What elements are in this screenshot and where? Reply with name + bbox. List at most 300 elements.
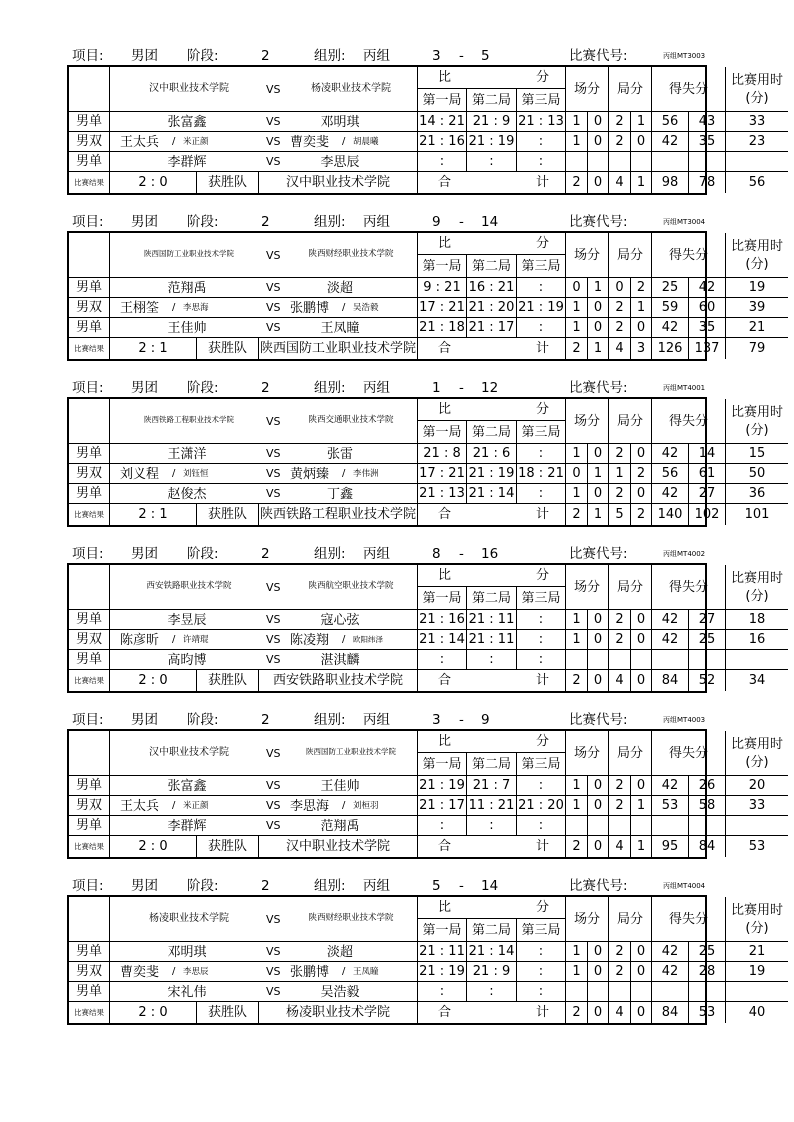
game-1-score: 21 : 16 [418,610,467,630]
winner-label: 获胜队 [197,670,259,691]
total-he: 合 [438,839,452,854]
row-vs-label: VS [266,779,281,792]
games-won: 2 [609,112,631,132]
team-b-player: 王凤瞳 [320,321,360,336]
match-code: 丙组MT3004 [663,218,706,226]
game-2-score: 21 : 11 [467,610,517,630]
total-points-against: 102 [689,504,726,525]
match-table [67,563,783,693]
players-cell [110,112,418,132]
team-a-player: 王佳帅 [167,321,207,336]
match-lost [588,152,609,172]
points-for: 42 [652,132,689,152]
row-time: 23 [726,132,788,152]
team-a-player: 陈彦昕 [120,633,160,648]
points-for: 42 [652,610,689,630]
match-lost: 0 [588,112,609,132]
project-label: 项目: [72,546,104,562]
result-label: 比赛结果 [69,172,110,193]
games-won [609,152,631,172]
points-against [689,816,726,836]
row-time: 18 [726,610,788,630]
points-for [652,650,689,670]
game-2-score: 16 : 21 [467,278,517,298]
games-won [609,982,631,1002]
game-points-header: 局分 [609,897,652,942]
match-won: 1 [566,484,588,504]
score-header-cell [418,399,566,421]
game-3-score: 18 : 21 [517,464,566,484]
team-b-player: 张鹏博 [290,965,330,980]
match-code: 丙组MT4004 [663,882,706,890]
team-a-player: 邓明琪 [167,945,207,960]
team-b-partner: 胡晨曦 [353,137,379,147]
score-header-cell [418,233,566,255]
match-block [0,546,794,696]
team-a-separator: / [172,966,176,977]
game-points-header: 局分 [609,67,652,112]
match-lost: 0 [588,132,609,152]
players-cell [110,796,418,816]
games-lost: 0 [631,776,652,796]
teams-header-cell [110,897,418,942]
result-label: 比赛结果 [69,1002,110,1023]
team-b-separator: / [342,800,346,811]
vs-label: VS [266,913,281,926]
points-header: 得失分 [652,67,726,112]
team-a-player: 张富鑫 [167,779,207,794]
team-a-header: 陕西国防工业职业技术学院 [144,249,234,258]
vs-label: VS [266,249,281,262]
row-time [726,650,788,670]
match-won: 1 [566,132,588,152]
games-lost: 0 [631,962,652,982]
points-for: 42 [652,484,689,504]
row-vs-label: VS [266,447,281,460]
match-table [67,397,783,527]
match-code-label: 比赛代号: [569,380,628,396]
match-lost: 0 [588,776,609,796]
match-lost: 0 [588,318,609,338]
points-against: 14 [689,444,726,464]
result-label: 比赛结果 [69,836,110,857]
total-match-won: 2 [566,338,588,359]
game-points-header: 局分 [609,233,652,278]
row-vs-label: VS [266,281,281,294]
games-won: 2 [609,630,631,650]
team-a-number: 1 [432,380,441,396]
game-3-header: 第三局 [517,89,566,112]
points-against: 42 [689,278,726,298]
total-he: 合 [438,507,452,522]
number-dash: - [459,546,464,562]
game-2-score: 21 : 11 [467,630,517,650]
team-a-separator: / [172,468,176,479]
row-time: 21 [726,942,788,962]
total-points-for: 98 [652,172,689,193]
row-type: 男单 [69,318,110,338]
total-match-lost: 0 [588,836,609,857]
total-points-for: 95 [652,836,689,857]
game-2-score: 21 : 19 [467,132,517,152]
match-lost: 0 [588,942,609,962]
game-2-score: : [467,982,517,1002]
match-won [566,152,588,172]
number-dash: - [459,380,464,396]
team-b-player: 张雷 [326,447,353,462]
winner-label: 获胜队 [197,504,259,525]
row-type: 男单 [69,776,110,796]
row-vs-label: VS [266,155,281,168]
team-a-player: 曹奕斐 [120,965,160,980]
total-games-lost: 0 [631,1002,652,1023]
game-points-header: 局分 [609,565,652,610]
match-points-header: 场分 [566,67,609,112]
game-1-score: 14 : 21 [418,112,467,132]
total-points-against: 52 [689,670,726,691]
stage-label: 阶段: [187,878,219,894]
team-b-header: 陕西国防工业职业技术学院 [306,747,396,756]
result-label: 比赛结果 [69,504,110,525]
game-1-header: 第一局 [418,587,467,610]
games-won: 2 [609,962,631,982]
team-a-player: 张富鑫 [167,115,207,130]
games-lost: 0 [631,318,652,338]
points-header: 得失分 [652,233,726,278]
points-for: 59 [652,298,689,318]
game-2-header: 第二局 [467,89,517,112]
score-header-fen: 分 [536,402,550,417]
players-cell [110,444,418,464]
total-games-won: 4 [609,338,631,359]
row-type: 男双 [69,796,110,816]
match-won: 1 [566,630,588,650]
total-cell [418,836,566,857]
points-against: 43 [689,112,726,132]
total-match-won: 2 [566,172,588,193]
time-header [726,565,788,610]
total-match-won: 2 [566,670,588,691]
game-1-score: 21 : 19 [418,962,467,982]
match-code-label: 比赛代号: [569,712,628,728]
game-1-header: 第一局 [418,255,467,278]
game-3-score: : [517,650,566,670]
row-vs-label: VS [266,965,281,978]
row-type: 男单 [69,650,110,670]
match-won: 0 [566,464,588,484]
team-b-player: 张鹏博 [290,301,330,316]
event-name: 男团 [131,712,158,728]
total-points-against: 137 [689,338,726,359]
time-header-line1: 比赛用时 [730,404,783,420]
match-lost: 0 [588,630,609,650]
project-label: 项目: [72,878,104,894]
project-label: 项目: [72,214,104,230]
total-he: 合 [438,341,452,356]
row-time [726,152,788,172]
team-a-player: 王栩筌 [120,301,160,316]
score-header-bi: 比 [438,70,452,85]
score-header-cell [418,731,566,753]
group-label: 组别: [314,380,346,396]
team-b-partner: 刘桓羽 [353,801,379,811]
game-1-score: 21 : 16 [418,132,467,152]
team-a-number: 5 [432,878,441,894]
match-code: 丙组MT4002 [663,550,706,558]
group-value: 丙组 [363,380,390,396]
points-for: 42 [652,444,689,464]
players-cell [110,942,418,962]
score-header-fen: 分 [536,900,550,915]
points-against: 61 [689,464,726,484]
match-won: 1 [566,298,588,318]
match-points-header: 场分 [566,399,609,444]
total-games-won: 4 [609,172,631,193]
row-time: 20 [726,776,788,796]
team-a-partner: 李思海 [183,303,209,313]
blank-corner-cell [69,67,110,112]
players-cell [110,982,418,1002]
points-against: 27 [689,610,726,630]
game-3-score: : [517,278,566,298]
result-score: 2 : 0 [110,836,197,857]
total-cell [418,1002,566,1023]
score-header-fen: 分 [536,236,550,251]
row-type: 男单 [69,278,110,298]
team-b-player: 李思海 [290,799,330,814]
row-vs-label: VS [266,945,281,958]
match-lost [588,982,609,1002]
game-3-score: : [517,444,566,464]
row-vs-label: VS [266,135,281,148]
games-lost [631,816,652,836]
games-won: 2 [609,298,631,318]
game-3-score: : [517,484,566,504]
team-a-separator: / [172,136,176,147]
match-lost [588,816,609,836]
row-type: 男单 [69,444,110,464]
match-block [0,214,794,364]
games-won [609,816,631,836]
match-code-label: 比赛代号: [569,48,628,64]
match-lost: 0 [588,298,609,318]
points-against: 60 [689,298,726,318]
game-2-score: : [467,152,517,172]
stage-value: 2 [261,878,270,894]
score-header-bi: 比 [438,402,452,417]
team-b-player: 范翔禹 [320,819,360,834]
match-code: 丙组MT4001 [663,384,706,392]
total-he: 合 [438,673,452,688]
game-3-score: 21 : 20 [517,796,566,816]
row-vs-label: VS [266,613,281,626]
game-1-header: 第一局 [418,421,467,444]
points-against: 35 [689,318,726,338]
game-3-score: : [517,816,566,836]
team-b-number: 14 [481,214,499,230]
time-header [726,233,788,278]
points-against [689,152,726,172]
match-won [566,982,588,1002]
game-points-header: 局分 [609,731,652,776]
team-b-player: 淡超 [326,281,353,296]
games-lost: 1 [631,112,652,132]
team-b-player: 王佳帅 [320,779,360,794]
row-type: 男单 [69,152,110,172]
team-b-header: 杨凌职业技术学院 [311,83,391,94]
total-match-lost: 0 [588,1002,609,1023]
time-header-line2: (分) [745,422,769,438]
games-won: 2 [609,776,631,796]
team-a-partner: 米正颜 [183,801,209,811]
game-2-header: 第二局 [467,421,517,444]
project-label: 项目: [72,48,104,64]
total-match-lost: 1 [588,504,609,525]
match-block [0,380,794,530]
match-won: 1 [566,112,588,132]
time-header-line2: (分) [745,920,769,936]
match-won: 1 [566,610,588,630]
total-games-won: 4 [609,836,631,857]
row-time: 36 [726,484,788,504]
score-header-cell [418,67,566,89]
players-cell [110,278,418,298]
time-header-line2: (分) [745,588,769,604]
team-a-separator: / [172,302,176,313]
game-2-header: 第二局 [467,255,517,278]
match-code: 丙组MT4003 [663,716,706,724]
total-games-lost: 1 [631,172,652,193]
group-value: 丙组 [363,48,390,64]
total-ji: 计 [536,507,550,522]
time-header-line2: (分) [745,90,769,106]
stage-value: 2 [261,546,270,562]
row-vs-label: VS [266,467,281,480]
points-against: 58 [689,796,726,816]
game-3-score: 21 : 13 [517,112,566,132]
points-for [652,152,689,172]
team-b-header: 陕西财经职业技术学院 [308,249,394,259]
stage-label: 阶段: [187,214,219,230]
games-won: 2 [609,796,631,816]
match-won: 1 [566,776,588,796]
team-a-number: 8 [432,546,441,562]
team-a-player: 王太兵 [120,799,160,814]
stage-value: 2 [261,48,270,64]
team-b-separator: / [342,136,346,147]
game-2-header: 第二局 [467,919,517,942]
match-code-label: 比赛代号: [569,546,628,562]
total-ji: 计 [536,175,550,190]
games-won: 1 [609,464,631,484]
points-against: 25 [689,630,726,650]
match-lost: 0 [588,962,609,982]
time-header [726,399,788,444]
points-against: 35 [689,132,726,152]
teams-header-cell [110,399,418,444]
result-score: 2 : 0 [110,1002,197,1023]
winner-team: 陕西铁路工程职业技术学院 [259,504,418,525]
points-for [652,982,689,1002]
players-cell [110,484,418,504]
game-1-header: 第一局 [418,753,467,776]
team-a-partner: 李思辰 [183,967,209,977]
games-lost: 2 [631,464,652,484]
total-cell [418,338,566,359]
row-vs-label: VS [266,819,281,832]
team-b-separator: / [342,966,346,977]
row-vs-label: VS [266,301,281,314]
points-header: 得失分 [652,565,726,610]
vs-label: VS [266,83,281,96]
games-lost: 0 [631,132,652,152]
points-against [689,650,726,670]
games-lost: 0 [631,444,652,464]
points-header: 得失分 [652,731,726,776]
game-1-score: 21 : 13 [418,484,467,504]
team-b-partner: 吴浩毅 [353,303,379,313]
number-dash: - [459,214,464,230]
game-1-score: 21 : 19 [418,776,467,796]
match-lost: 1 [588,278,609,298]
row-vs-label: VS [266,487,281,500]
total-games-lost: 0 [631,670,652,691]
total-ji: 计 [536,341,550,356]
team-a-partner: 许靖琨 [183,635,209,645]
time-header-line1: 比赛用时 [730,902,783,918]
team-a-player: 宋礼伟 [167,985,207,1000]
team-a-player: 王潇洋 [167,447,207,462]
vs-label: VS [266,747,281,760]
team-a-player: 李昱辰 [167,613,207,628]
team-a-player: 范翔禹 [167,281,207,296]
total-he: 合 [438,175,452,190]
points-against: 26 [689,776,726,796]
match-won: 1 [566,318,588,338]
games-won: 2 [609,484,631,504]
total-he: 合 [438,1005,452,1020]
team-b-number: 16 [481,546,499,562]
game-2-score: : [467,816,517,836]
match-lost: 0 [588,444,609,464]
row-time [726,982,788,1002]
games-lost [631,650,652,670]
blank-corner-cell [69,731,110,776]
game-2-score: 21 : 7 [467,776,517,796]
total-cell [418,670,566,691]
game-1-score: 21 : 11 [418,942,467,962]
time-header-line2: (分) [745,256,769,272]
team-a-number: 3 [432,712,441,728]
points-for: 42 [652,942,689,962]
time-header [726,897,788,942]
total-games-won: 4 [609,1002,631,1023]
event-name: 男团 [131,878,158,894]
total-time: 79 [748,341,766,356]
row-type: 男双 [69,962,110,982]
time-header-line1: 比赛用时 [730,72,783,88]
match-block [0,712,794,862]
games-lost: 0 [631,630,652,650]
row-type: 男单 [69,942,110,962]
games-won: 2 [609,444,631,464]
project-label: 项目: [72,380,104,396]
match-table [67,65,783,195]
team-b-header: 陕西财经职业技术学院 [308,913,394,923]
stage-label: 阶段: [187,712,219,728]
team-a-player: 王太兵 [120,135,160,150]
total-points-against: 78 [689,172,726,193]
